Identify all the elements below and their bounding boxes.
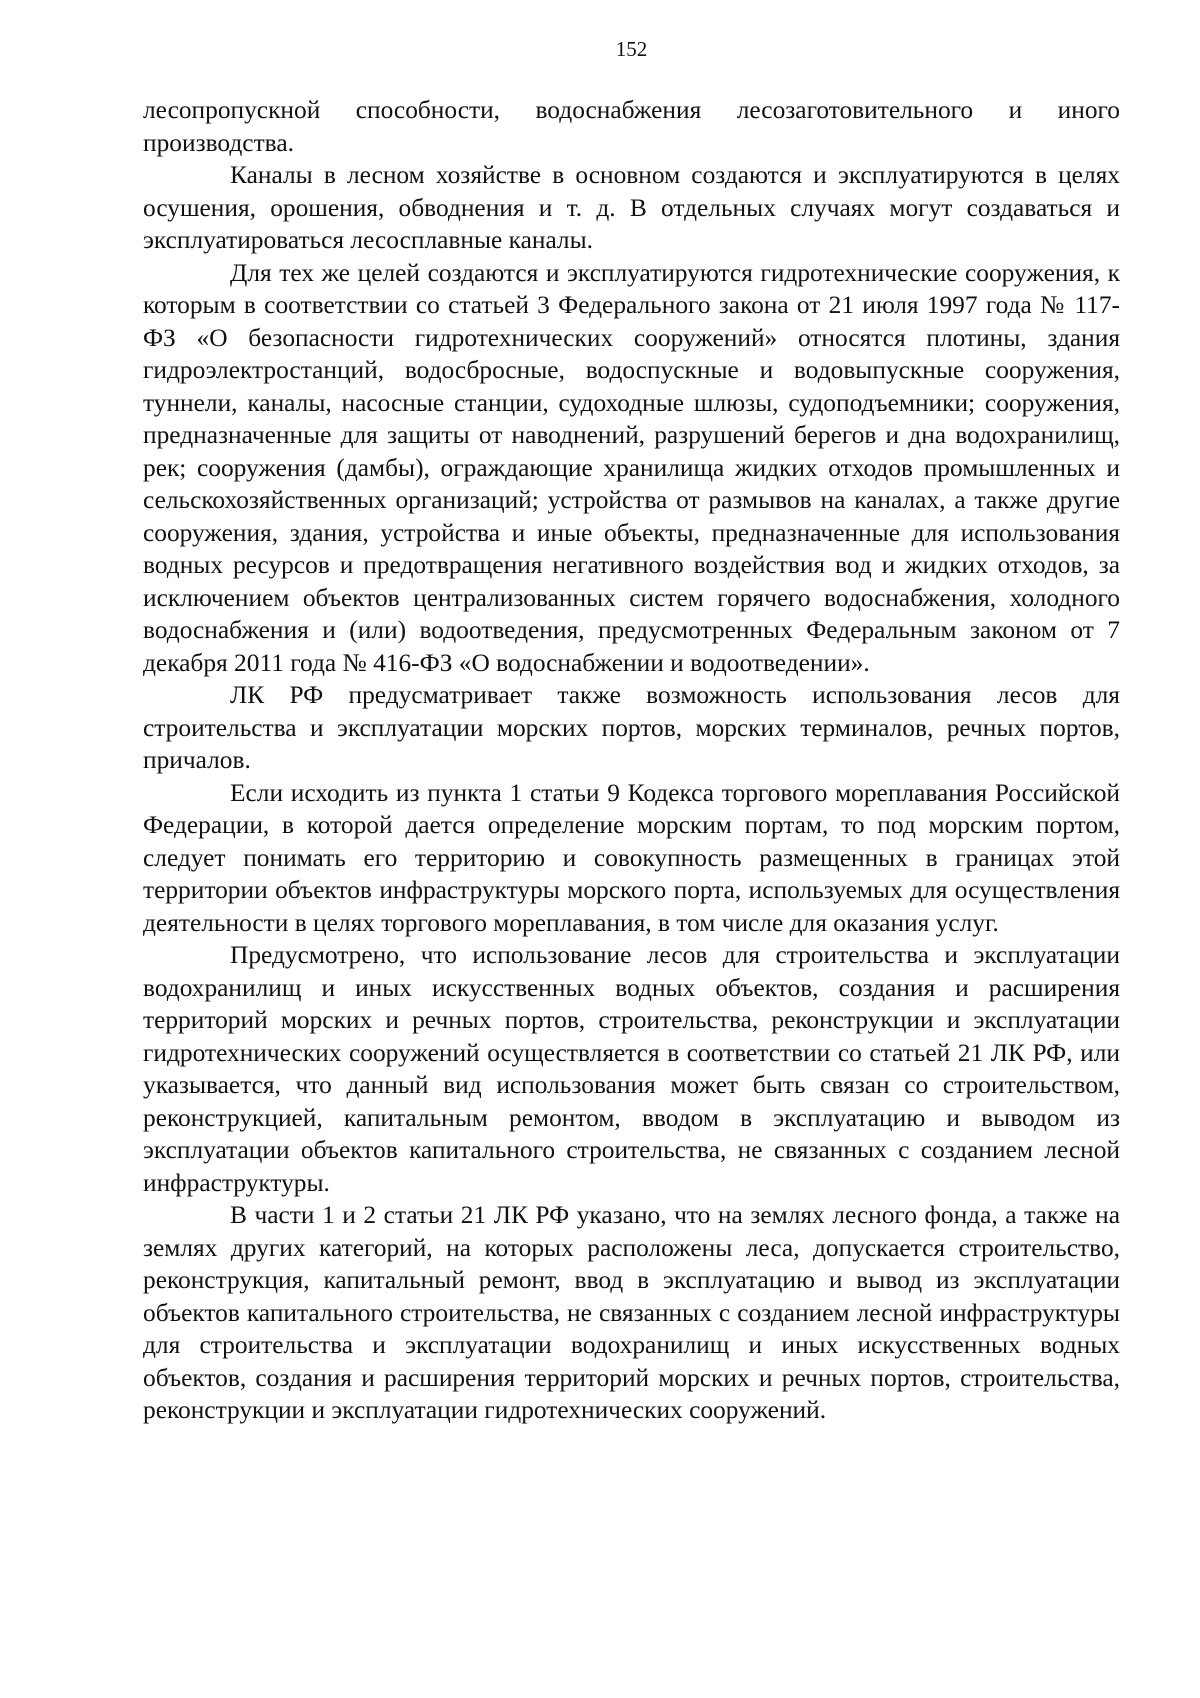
document-page — [143, 0, 1120, 1698]
document-body — [143, 94, 1120, 1427]
paragraph-article-21-parts: В части 1 и 2 статьи 21 ЛК РФ указано, что на землях лесного фонда, а также на землях других категорий, на которых расположены леса, допускается строительство, реконструкция, капитальный ремонт, ввод в эксплуатацию и вывод из эксплуатации объектов капитального строительства, не связанных с созданием лесной инфраструктуры для строительства и эксплуатации водохранилищ и иных искусственных водных объектов, создания и расширения территорий морских и речных портов, строительства, реконструкции и эксплуатации гидротехнических сооружений. — [143, 1201, 1120, 1424]
paragraph-article-21-usage: Предусмотрено, что использование лесов для строительства и эксплуатации водохранилищ и иных искусственных водных объектов, создания и расширения территорий морских и речных портов, строительства, реконструкции и эксплуатации гидротехнических сооружений осуществляется в соответствии со статьей 21 ЛК РФ, или указывается, что данный вид использования может быть связан со строительством, реконструкцией, капитальным ремонтом, вводом в эксплуатацию и выводом из эксплуатации объектов капитального строительства, не связанных с созданием лесной инфраструктуры. — [143, 941, 1120, 1197]
paragraph-canals: Каналы в лесном хозяйстве в основном создаются и эксплуатируются в целях осушения, орошения, обводнения и т. д. В отдельных случаях могут создаваться и эксплуатироваться лесосплавные каналы. — [143, 161, 1120, 254]
paragraph-hydraulic-structures: Для тех же целей создаются и эксплуатируются гидротехнические сооружения, к которым в соответствии со статьей 3 Федерального закона от 21 июля 1997 года № 117-ФЗ «О безопасности гидротехнических сооружений» относятся плотины, здания гидроэлектростанций, водосбросные, водоспускные и водовыпускные сооружения, туннели, каналы, насосные станции, судоходные шлюзы, судоподъемники; сооружения, предназначенные для защиты от наводнений, разрушений берегов и дна водохранилищ, рек; сооружения (дамбы), ограждающие хранилища жидких отходов промышленных и сельскохозяйственных организаций; устройства от размывов на каналах, а также другие сооружения, здания, устройства и иные объекты, предназначенные для использования водных ресурсов и предотвращения негативного воздействия вод и жидких отходов, за исключением объектов централизованных систем горячего водоснабжения, холодного водоснабжения и (или) водоотведения, предусмотренных Федеральным законом от 7 декабря 2011 года № 416-ФЗ «О водоснабжении и водоотведении». — [143, 258, 1120, 677]
paragraph-sea-ports: ЛК РФ предусматривает также возможность использования лесов для строительства и эксплуатации морских портов, морских терминалов, речных портов, причалов. — [143, 681, 1120, 774]
paragraph-merchant-shipping-code: Если исходить из пункта 1 статьи 9 Кодекса торгового мореплавания Российской Федерации, в которой дается определение морским портам, то под морским портом, следует понимать его территорию и совокупность размещенных в границах этой территории объектов инфраструктуры морского порта, используемых для осуществления деятельности в целях торгового мореплавания, в том числе для оказания услуг. — [143, 778, 1120, 937]
page-number: 152 — [615, 37, 648, 61]
paragraph-continuation: лесопропускной способности, водоснабжения лесозаготовительного и иного производства. — [143, 96, 1120, 157]
